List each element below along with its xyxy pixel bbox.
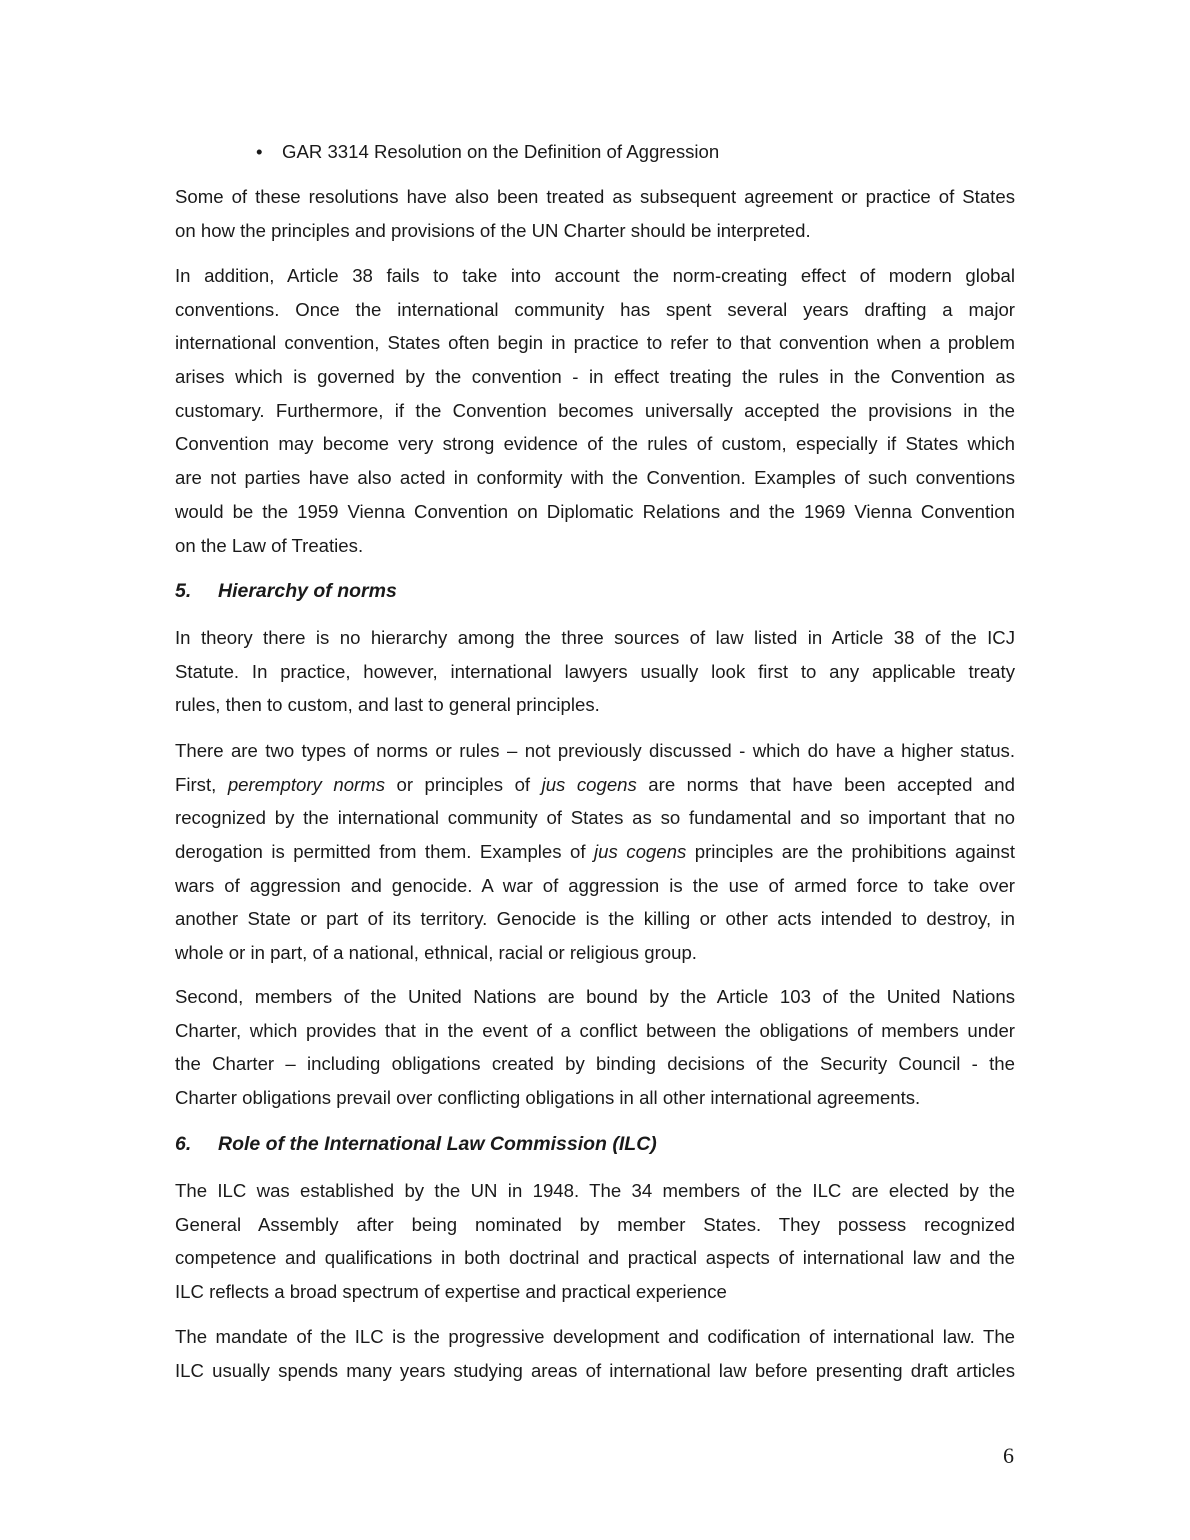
text-line (175, 1320, 1015, 1354)
text-run: on how the principles and provisions of the UN Charter should be interpreted. (175, 219, 811, 241)
text-line (175, 1047, 1015, 1081)
text-line (175, 835, 1015, 869)
text-run: are norms that have been accepted and (636, 773, 1015, 795)
text-line (175, 1174, 1015, 1208)
text-run: Charter, which provides that in the event of a conflict between the obligations of members under (175, 1019, 1015, 1041)
paragraph (175, 621, 1015, 722)
italic-term: peremptory norms (227, 773, 386, 795)
bullet-text: GAR 3314 Resolution on the Definition of Aggression (282, 141, 720, 162)
text-run: derogation is permitted from them. Examples of (175, 841, 595, 863)
text-run: the Charter – including obligations created by binding decisions of the Security Council - the (175, 1053, 1015, 1075)
text-line (175, 768, 1015, 802)
section-title: Hierarchy of norms (218, 580, 397, 602)
paragraph (175, 1320, 1015, 1387)
text-line (175, 902, 1015, 936)
text-run: recognized by the international community of States as so fundamental and so important that no (175, 807, 1015, 829)
text-run: competence and qualifications in both doctrinal and practical aspects of international law and the (175, 1247, 1015, 1269)
text-run: customary. Furthermore, if the Convention becomes universally accepted the provisions in the (175, 399, 1015, 421)
text-run: or principles of (385, 773, 542, 795)
text-line (175, 326, 1015, 360)
text-run: wars of aggression and genocide. A war of aggression is the use of armed force to take over (175, 874, 1015, 896)
text-run: would be the 1959 Vienna Convention on Diplomatic Relations and the 1969 Vienna Convention (175, 500, 1015, 522)
text-run: General Assembly after being nominated by member States. They possess recognized (175, 1213, 1015, 1235)
text-run: on the Law of Treaties. (175, 534, 364, 556)
text-line (175, 621, 1015, 655)
text-line (175, 1081, 1015, 1115)
italic-term: jus cogens (541, 773, 637, 795)
text-run: another State or part of its territory. Genocide is the killing or other acts intended to destroy, in (175, 908, 1015, 930)
text-line (175, 1241, 1015, 1275)
text-line (175, 1275, 1015, 1309)
text-line (175, 1014, 1015, 1048)
text-run: There are two types of norms or rules – not previously discussed - which do have a higher status. (175, 740, 1015, 761)
text-run: In addition, Article 38 fails to take into account the norm-creating effect of modern global (175, 265, 1015, 286)
page-number: 6 (1003, 1443, 1014, 1468)
text-line (175, 980, 1015, 1014)
text-line (175, 427, 1015, 461)
text-line (175, 214, 1015, 248)
text-run: Convention may become very strong evidence of the rules of custom, especially if States which (175, 433, 1015, 455)
italic-term: jus cogens (594, 841, 687, 863)
section-number: 6. (175, 1133, 192, 1155)
text-line (175, 655, 1015, 689)
text-line (175, 259, 1015, 293)
text-line (175, 869, 1015, 903)
text-line (175, 360, 1015, 394)
paragraph (175, 180, 1015, 247)
text-line (175, 936, 1015, 970)
text-run: ILC reflects a broad spectrum of expertise and practical experience (175, 1281, 727, 1303)
text-run: The ILC was established by the UN in 1948. The 34 members of the ILC are elected by the (175, 1180, 1015, 1201)
text-run: In theory there is no hierarchy among the three sources of law listed in Article 38 of the ICJ (175, 627, 1015, 648)
text-line (175, 394, 1015, 428)
text-line (175, 461, 1015, 495)
text-line (175, 495, 1015, 529)
section-number: 5. (175, 580, 192, 602)
text-line (175, 293, 1015, 327)
text-line (175, 1208, 1015, 1242)
text-run: rules, then to custom, and last to general principles. (175, 694, 600, 716)
text-run: principles are the prohibitions against (686, 841, 1015, 863)
paragraph (175, 1174, 1015, 1309)
bullet-icon: • (256, 141, 263, 162)
text-run: international convention, States often begin in practice to refer to that convention when a problem (175, 332, 1015, 354)
text-line (175, 801, 1015, 835)
text-run: Statute. In practice, however, international lawyers usually look first to any applicable treaty (175, 660, 1015, 682)
text-run: are not parties have also acted in conformity with the Convention. Examples of such conventions (175, 467, 1015, 489)
text-line (175, 688, 1015, 722)
text-line (175, 529, 1015, 563)
paragraph (175, 734, 1015, 970)
text-line (175, 1354, 1015, 1388)
text-line (175, 180, 1015, 214)
text-run: conventions. Once the international community has spent several years drafting a major (175, 298, 1015, 320)
text-run: Charter obligations prevail over conflicting obligations in all other international agreements. (175, 1087, 921, 1109)
text-line (175, 734, 1015, 768)
text-run: The mandate of the ILC is the progressive development and codification of international law. The (175, 1326, 1015, 1347)
text-run: First, (175, 773, 228, 795)
text-run: arises which is governed by the convention - in effect treating the rules in the Convention as (175, 366, 1015, 388)
text-run: whole or in part, of a national, ethnical, racial or religious group. (175, 942, 697, 964)
text-run: Second, members of the United Nations are bound by the Article 103 of the United Nations (175, 986, 1015, 1007)
paragraph (175, 980, 1015, 1115)
section-title: Role of the International Law Commission (ILC) (218, 1133, 657, 1155)
text-run: ILC usually spends many years studying areas of international law before presenting draft articles (175, 1359, 1015, 1381)
paragraph (175, 259, 1015, 562)
text-run: Some of these resolutions have also been treated as subsequent agreement or practice of States (175, 186, 1015, 207)
